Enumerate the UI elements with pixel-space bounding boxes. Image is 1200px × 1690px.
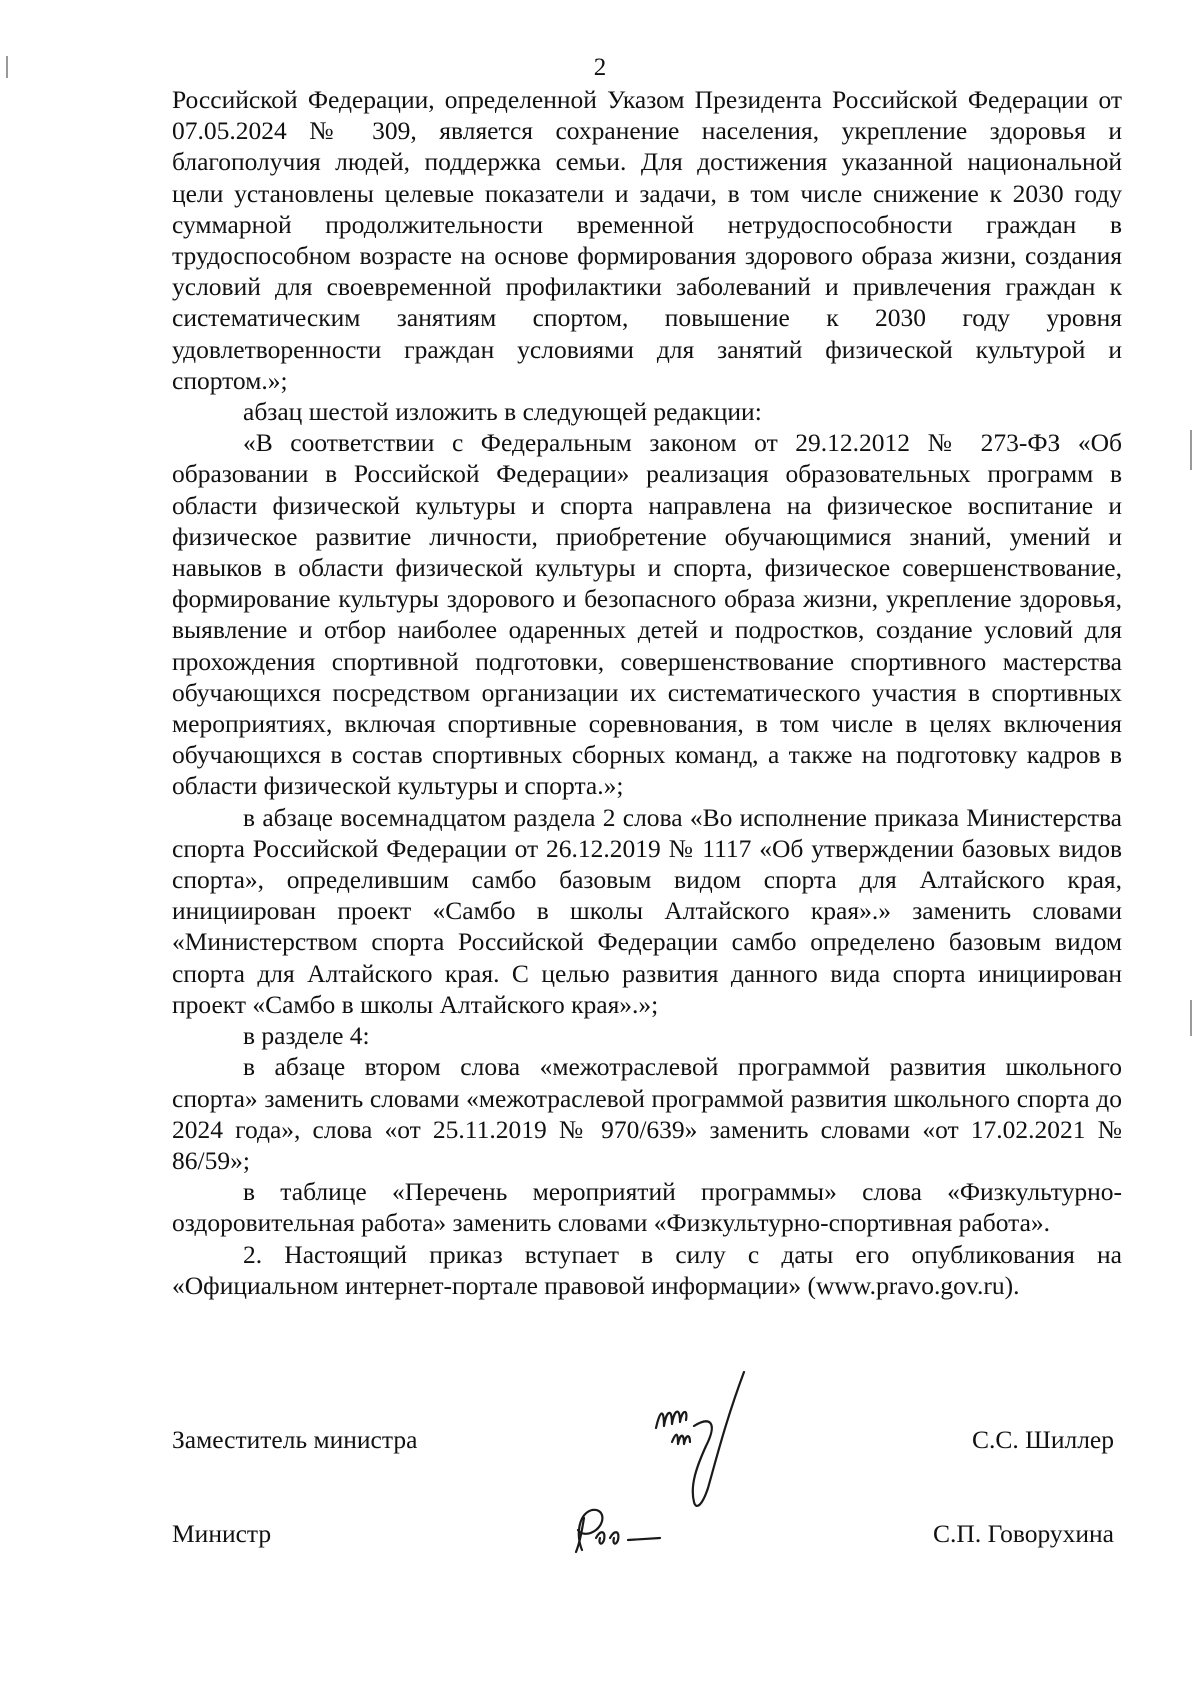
paragraph-federal-law-quote: «В соответствии с Федеральным законом от 29.12.2012 № 273-ФЗ «Об образовании в Российской Федерации» реализация образовательных программ в области физической культуры и спорта направлена на физическое воспитание и физическое развитие личности, приобретение обучающимися знаний, умений и навыков в области физической культуры и спорта, физическое совершенствование, формирование культуры здорового и безопасного образа жизни, укрепление здоровья, выявление и отбор наиболее одаренных детей и подростков, создание условий для прохождения спортивной подготовки, совершенствование спортивного мастерства обучающихся посредством организации их систематического участия в спортивных мероприятиях, включая спортивные соревнования, в том числе в целях включения обучающихся в состав спортивных сборных команд, а также на подготовку кадров в области физической культуры и спорта.»; (172, 428, 1122, 801)
signatory-name: С.С. Шиллер (971, 1425, 1114, 1454)
paragraph-section-2-amendment: в абзаце восемнадцатом раздела 2 слова «Во исполнение приказа Министерства спорта Российской Федерации от 26.12.2019 № 1117 «Об утверждении базовых видов спорта», определившим самбо базовым видом спорта для Алтайского края, инициирован проект «Самбо в школы Алтайского края».» заменить словами «Министерством спорта Российской Федерации самбо определено базовым видом спорта для Алтайского края. С целью развития данного вида спорта инициирован проект «Самбо в школы Алтайского края».»; (172, 802, 1122, 1019)
signature-row-deputy (172, 1424, 1122, 1464)
signatory-title: Министр (172, 1519, 272, 1548)
paragraph-section-4-amendment: в абзаце втором слова «межотраслевой программой развития школьного спорта» заменить словами «межотраслевой программой развития школьного спорта до 2024 года», слова «от 25.11.2019 № 970/639» заменить словами «от 17.02.2021 № 86/59»; (172, 1052, 1122, 1175)
signature-strokes (576, 1510, 660, 1552)
paragraph-section-4-heading: в разделе 4: (243, 1021, 370, 1051)
paragraph-continuation: Российской Федерации, определенной Указом Президента Российской Федерации от 07.05.2024 № 309, является сохранение населения, укрепление здоровья и благополучия людей, поддержка семьи. Для достижения указанной национальной цели установлены целевые показатели и задачи, в том числе снижение к 2030 году суммарной продолжительности временной нетрудоспособности граждан в трудоспособном возрасте на основе формирования здорового образа жизни, создания условий для своевременной профилактики заболеваний и привлечения граждан к систематическим занятиям спортом, повышение к 2030 году уровня удовлетворенности граждан условиями для занятий физической культурой и спортом.»; (172, 85, 1122, 395)
signatory-title: Заместитель министра (172, 1425, 418, 1454)
document-body (172, 84, 1122, 1301)
page-number: 2 (593, 54, 607, 81)
paragraph-effective-date: 2. Настоящий приказ вступает в силу с даты его опубликования на «Официальном интернет-портале правовой информации» (www.pravo.gov.ru). (172, 1239, 1122, 1300)
scan-edge-mark-right-top (1190, 430, 1192, 470)
scan-edge-mark-right-bottom (1190, 1000, 1192, 1036)
paragraph-table-amendment: в таблице «Перечень мероприятий программы» слова «Физкультурно-оздоровительная работа» заменить словами «Физкультурно-спортивная работа». (172, 1177, 1122, 1238)
signature-strokes (656, 1372, 744, 1506)
signatory-name: С.П. Говорухина (933, 1519, 1114, 1548)
paragraph-amendment-intro: абзац шестой изложить в следующей редакции: (243, 397, 762, 427)
minister-signature-image (562, 1500, 682, 1570)
